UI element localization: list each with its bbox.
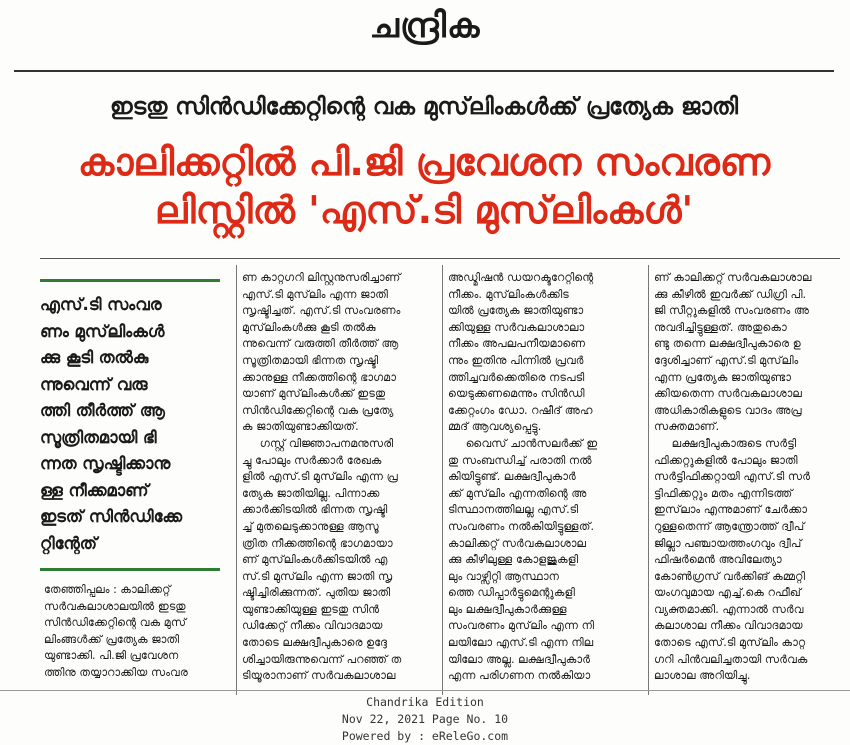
pullquote-line: ള്ള നീക്കമാണ്: [40, 480, 149, 500]
article-line: ക്കു കീഴിൽ ഇവർക്ക് ഡിഗ്രി പി.: [654, 287, 807, 301]
article-line: സംവരണം നൽകിയിട്ടുള്ളത്.: [448, 519, 595, 533]
article-line: മുസ്‌ലിംകൾക്കു കൂടി തൽകു: [242, 320, 376, 334]
article-line: ന്നുവെന്ന് വരുത്തി തീർത്ത് ആ: [242, 337, 399, 351]
article-line: എന്ന പരിഗണന നൽകിയാ: [448, 669, 591, 683]
article-line: കോൺഗ്രസ് വർക്കിങ് കമ്മറ്റി: [654, 569, 805, 583]
article-line: യിലോ അല്ല. ലക്ഷദ്വീപുകാർ: [448, 652, 591, 666]
article-line: അധികാരികളുടെ വാദം അപ്ര: [654, 403, 802, 417]
article-line: ലക്ഷദ്വീപുകാരുടെ സർട്ടി: [654, 436, 797, 450]
article-line: ലും ലക്ഷദ്വീപുകാർക്കുള്ള: [448, 602, 567, 616]
article-line: നീക്കം. മുസ്‌ലിംകൾക്കിട: [448, 287, 569, 301]
article-line: ട്ടിഫിക്കറ്റും മതം എന്നിടത്ത്: [654, 486, 793, 500]
article-line: സിൻഡിക്കേറ്റിന്റെ വക പ്രത്യേ: [242, 403, 394, 417]
article-line: ളിൽ എസ്.ടി മുസ്‌ലിം എന്ന പ്ര: [242, 470, 398, 484]
article-line: ണ കാറ്റഗറി ലിസ്റ്റനുസരിച്ചാണ്: [242, 271, 401, 284]
article-line: ഡിക്കേറ്റ് നീക്കം വിവാദമായ: [242, 619, 383, 633]
article-line: യിൽ പ്രത്യേക ജാതിയുണ്ടാ: [448, 304, 584, 318]
article-line: യെടുക്കണമെന്നും സിൻഡി: [448, 387, 585, 401]
column-divider: [236, 265, 237, 695]
article-line: ഫിക്കറ്റുകളിൽ പോലും ജാതി: [654, 453, 798, 467]
article-line: സക്തമാണ്.: [654, 420, 720, 434]
article-line: ഗറി പിൻവലിച്ചതായി സർവക: [654, 652, 808, 666]
article-line: ദ്ദേശിച്ചാണ് എസ്.ടി മുസ്‌ലിം: [654, 353, 799, 367]
article-line: ത്തെ ഡിപ്പാർട്ടുമെന്റുകളി: [448, 586, 575, 600]
main-headline: [14, 138, 834, 234]
footer-edition: Chandrika Edition: [366, 695, 484, 709]
article-line: ണ് മുസ്‌ലിംകൾക്കിടയിൽ എ: [242, 553, 388, 567]
article-line: ഷ്ടിച്ചിരിക്കുന്നത്. പുതിയ ജാതി: [242, 586, 391, 600]
article-line: ജില്ലാ പഞ്ചായത്തംഗവും ദ്വീപ്: [654, 536, 802, 550]
article-line: ലും വാഴ്സിറ്റി ആസ്ഥാന: [448, 569, 559, 583]
article-line: വൈസ് ചാൻസലർക്ക് ഇ: [448, 436, 598, 450]
pullquote-line: എസ്.ടി സംവര: [40, 295, 162, 314]
article-line: ക്കു കീഴിലുള്ള കോളജുകളി: [448, 553, 579, 567]
article-line: ണ് കാലിക്കറ്റ് സർവകലാശാല: [654, 271, 812, 284]
article-line: ണ്ടു തന്നെ ലക്ഷദ്വീപുകാരെ ഉ: [654, 337, 801, 351]
article-column-3: [448, 270, 642, 685]
article-line: ക്കേറ്റംഗം ഡോ. റഷീദ് അഹ: [448, 403, 593, 417]
article-line: സർവകലാശാലയിൽ ഇടതു: [44, 599, 186, 613]
article-line: ഇസ്‌ലാം എന്നുമാണ് ചേർക്കാ: [654, 503, 808, 517]
article-line: യംഗവുമായ എച്ച്.കെ റഫീഖ്: [654, 586, 801, 600]
article-line: അഡ്മിഷൻ ഡയറക്ടറേറ്റിന്റെ: [448, 271, 594, 284]
pullquote-line: ക്കു കൂടി തൽകു: [40, 348, 149, 367]
pullquote-line: ന്നുവെന്ന് വരു: [40, 374, 148, 394]
article-line: സ്.ടി മുസ്‌ലിം എന്ന ജാതി സൃ: [242, 569, 393, 583]
article-line: ച്ചു പോലും സർക്കാർ രേഖക: [242, 453, 382, 467]
article-line: സൃഷ്ടിച്ചത്. എസ്.ടി സംവരണം: [242, 304, 401, 318]
article-line: ക ജാതിയുണ്ടാക്കിയത്.: [242, 420, 359, 434]
article-line: ക്ക് മുസ്‌ലിം എന്നതിന്റെ അ: [448, 486, 587, 500]
article-line: ക്കിയതെന്ന സർവകലാശാല: [654, 387, 802, 401]
column-divider: [442, 265, 443, 695]
section-rule: [40, 258, 840, 259]
article-line: നുവദിച്ചിട്ടുള്ളത്. അതുകൊ: [654, 320, 787, 334]
article-line: തേഞ്ഞിപ്പലം : കാലിക്കറ്റ്: [44, 583, 171, 596]
article-line: ത്തിനു തയ്യാറാക്കിയ സംവര: [44, 665, 188, 679]
footer-date-page: Nov 22, 2021 Page No. 10: [341, 712, 509, 726]
article-line: കാലിക്കറ്റ് സർവകലാശാല: [448, 536, 587, 550]
article-line: തോടെ ലക്ഷദ്വീപുകാരെ ഉദ്ദേ: [242, 636, 388, 650]
article-line: റുള്ളതെന്ന് ആന്ത്രോത്ത് ദ്വീപ്: [654, 519, 805, 533]
article-line: യാണ് മുസ്‌ലിംകൾക്ക് ഇടതു: [242, 387, 386, 401]
article-line: ലയിലോ എസ്.ടി എന്ന നില: [448, 636, 594, 650]
article-line: ക്കിയുള്ള സർവകലാശാലാ: [448, 320, 585, 334]
article-line: ഫിഷർമെൻ അവിലേത്യാ: [654, 553, 782, 567]
article-line: ന്നും ഇതിനു പിന്നിൽ പ്രവർ: [448, 353, 584, 367]
article-line: തു സംബന്ധിച്ച് പരാതി നൽ: [448, 453, 592, 467]
article-line: എസ്.ടി മുസ്‌ലിം എന്ന ജാതി: [242, 287, 388, 301]
article-line: ടിയൂരാനാണ് സർവകലാശാല: [242, 669, 396, 683]
article-line: തോടെ എസ്.ടി മുസ്‌ലിം കാറ്റ: [654, 636, 806, 650]
article-line: കലാശാല നീക്കം വിവാദമായ: [654, 619, 803, 633]
footer-rule: [0, 690, 850, 691]
article-line: സർട്ടിഫിക്കറ്റായി എസ്.ടി സർ: [654, 470, 811, 484]
pullquote-line: ഇടത് സിൻഡിക്കേ: [40, 507, 183, 526]
article-line: സൂത്രിതമായി ഭിന്നത സൃഷ്ടി: [242, 353, 379, 367]
article-line: ശിച്ചായിരുന്നുവെന്ന് പറഞ്ഞ് ത: [242, 652, 402, 666]
pullquote-top-rule: [40, 279, 220, 282]
column-divider: [648, 265, 649, 695]
article-column-1: [44, 582, 230, 682]
article-line: ഗസ്റ്റ് വിജ്ഞാപനമനുസരി: [242, 436, 394, 450]
footer-powered-by: Powered by : eReleGo.com: [341, 729, 509, 743]
article-line: സംവരണം മുസ്‌ലിം എന്ന നി: [448, 619, 595, 633]
article-line: യുണ്ടാക്കിയുള്ള ഇടതു സിൻ: [242, 602, 380, 616]
article-line: ലാശാല അറിയിച്ചു.: [654, 669, 751, 683]
pullquote-line: ത്തി തീർത്ത് ആ: [40, 401, 165, 420]
pullquote-line: റ്റിന്റേത്: [40, 533, 98, 553]
article-line: ലിംങ്ങൾക്ക് പ്രത്യേക ജാതി: [44, 632, 180, 646]
masthead-title: ചന്ദ്രിക: [369, 6, 481, 46]
article-line: ടിസ്ഥാനത്തിലല്ല എസ്.ടി: [448, 503, 579, 517]
article-line: ക്കാനുള്ള നീക്കത്തിന്റെ ഭാഗമാ: [242, 370, 396, 384]
masthead-rule: [14, 70, 834, 72]
article-line: കിയിട്ടുണ്ട്. ലക്ഷദ്വീപുകാർ: [448, 470, 576, 484]
article-column-2: [242, 270, 436, 685]
pullquote: [40, 292, 222, 557]
headline-line-2: ലിസ്റ്റിൽ 'എസ്.ടി മുസ്‌ലിംകൾ': [154, 188, 694, 232]
headline-line-1: കാലിക്കറ്റിൽ പി.ജി പ്രവേശന സംവരണ: [77, 140, 771, 184]
article-line: യുണ്ടാക്കി. പി.ജി പ്രവേശന: [44, 649, 179, 663]
pullquote-bottom-rule: [40, 568, 220, 571]
article-line: നീക്കം അപലപനീയമാണെ: [448, 337, 586, 351]
article-line: മ്മദ് ആവശ്യപ്പെട്ടു.: [448, 420, 542, 434]
article-column-4: [654, 270, 844, 685]
article-line: വ്യക്തമാക്കി. എന്നാൽ സർവ: [654, 602, 804, 616]
article-line: ത്തിച്ചവർക്കെതിരെ നടപടി: [448, 370, 585, 384]
article-line: സിൻഡിക്കേറ്റിന്റെ വക മുസ്: [44, 616, 187, 630]
pullquote-line: ണം മുസ്‌ലിംകൾ: [40, 321, 165, 341]
article-line: ത്രിത നീക്കത്തിന്റെ ഭാഗമായാ: [242, 536, 393, 550]
article-line: ജി സീറ്റുകളിൽ സംവരണം അ: [654, 304, 810, 318]
article-line: എന്ന പ്രത്യേക ജാതിയുണ്ടാ: [654, 370, 792, 384]
article-line: ത്യേക ജാതിയില്ല. പിന്നാക്ക: [242, 486, 380, 500]
pullquote-line: സൂത്രിതമായി ഭി: [40, 427, 157, 447]
article-line: ക്കാർക്കിടയിൽ ഭിന്നത സൃഷ്ടി: [242, 503, 388, 517]
kicker-headline: ഇടതു സിൻഡിക്കേറ്റിന്റെ വക മുസ്‌ലിംകൾക്ക് പ്രത്യേക ജാതി: [110, 94, 738, 120]
pullquote-line: ന്നത സൃഷ്ടിക്കാനു: [40, 454, 171, 473]
article-line: ച്ച് മുതലെടുക്കാനുള്ള ആസൂ: [242, 519, 379, 533]
